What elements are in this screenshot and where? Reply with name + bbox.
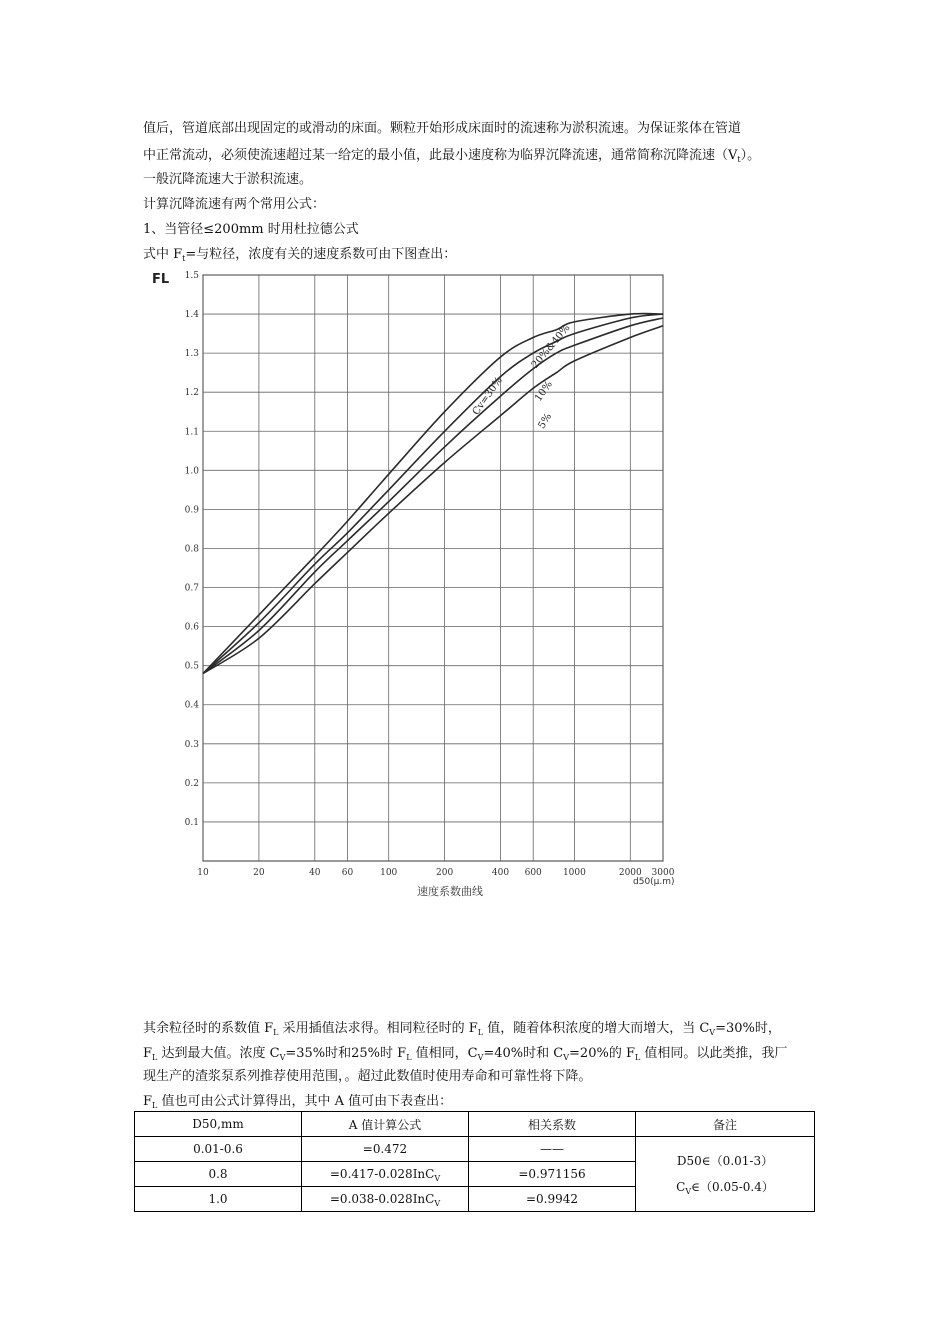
y-tick-label: 0.5 — [184, 661, 199, 672]
paragraph-line — [143, 147, 760, 165]
formula-text: =0.417-0.028InC — [329, 1167, 435, 1181]
subscript: L — [406, 1053, 412, 1062]
x-tick-label: 200 — [436, 868, 454, 878]
subscript: L — [273, 1028, 279, 1037]
text-span: 采用插值法求得。相同粒径时的 F — [278, 1021, 478, 1036]
text-span: 值，随着体积浓度的增大而增大，当 C — [483, 1021, 710, 1036]
table-cell — [302, 1187, 469, 1212]
x-tick-label: 20 — [253, 868, 265, 878]
subscript: L — [477, 1028, 484, 1037]
table-cell: 0.01-0.6 — [135, 1137, 302, 1162]
chart-grid — [203, 275, 663, 861]
y-tick-label: 0.8 — [184, 544, 199, 555]
text-span: 现生产的渣浆泵系列推荐使用范围，。超过此数值时使用寿命和可靠性将下降。 — [143, 1069, 592, 1084]
text-span: 值也可由公式计算得出，其中 A 值可由下表查出： — [157, 1094, 453, 1109]
text-span: 式中 F — [143, 247, 183, 262]
series-curve — [203, 314, 663, 673]
paragraph-line — [143, 196, 325, 214]
subscript: L — [634, 1053, 641, 1062]
table-cell: —— — [469, 1137, 636, 1162]
paragraph-line — [143, 120, 741, 138]
paragraph-line — [143, 1068, 592, 1086]
series-label: 10% — [533, 379, 555, 404]
text-span: 值后，管道底部出现固定的或滑动的床面。颗粒开始形成床面时的流速称为淤积流速。为保证浆体在管道 — [143, 121, 742, 136]
table-note-cell — [636, 1137, 815, 1212]
series-curve — [203, 314, 663, 674]
paragraph-line — [143, 1045, 787, 1063]
table-cell: 1.0 — [135, 1187, 302, 1212]
text-span: 值相同。以此类推，我厂 — [640, 1046, 788, 1061]
formula-text: =0.472 — [362, 1142, 408, 1156]
table-header: D50,mm — [135, 1112, 302, 1137]
text-span: 其余粒径时的系数值 F — [143, 1021, 274, 1036]
text-span: F — [143, 1094, 153, 1109]
series-label: 20%&40% — [529, 322, 573, 371]
subscript: V — [477, 1053, 484, 1062]
text-span: =35%时和25%时 F — [285, 1046, 407, 1061]
x-tick-label: 40 — [309, 868, 321, 878]
text-span: 值相同，C — [411, 1046, 478, 1061]
text-span: =与粒径，浓度有关的速度系数可由下图查出： — [185, 247, 457, 262]
y-tick-label: 0.4 — [184, 700, 199, 711]
y-tick-label: 0.6 — [184, 622, 199, 633]
a-value-table — [134, 1111, 815, 1212]
subscript: V — [685, 1187, 692, 1196]
table-cell: =0.9942 — [469, 1187, 636, 1212]
subscript: V — [709, 1028, 716, 1037]
note-line — [640, 1174, 810, 1200]
x-tick-label: 10 — [197, 868, 209, 878]
y-tick-label: 0.1 — [184, 817, 199, 828]
x-tick-label: 400 — [491, 868, 510, 878]
velocity-coefficient-chart — [140, 267, 685, 902]
series-curve — [203, 326, 663, 674]
subscript: V — [563, 1053, 570, 1062]
y-tick-label: 1.3 — [184, 349, 199, 360]
y-tick-label: 0.7 — [184, 583, 199, 594]
subscript: t — [182, 254, 186, 263]
formula-text: =0.038-0.028InC — [329, 1192, 435, 1206]
note-line: D50∈（0.01-3） — [676, 1154, 774, 1168]
paragraph-line — [143, 221, 359, 239]
y-tick-label: 1.2 — [184, 388, 199, 399]
y-tick-label: 1.0 — [184, 466, 199, 477]
series-label: Cv=30% — [470, 375, 505, 418]
y-tick-label: 1.4 — [184, 310, 199, 321]
paragraph-line — [143, 171, 312, 189]
plot-frame — [203, 275, 663, 861]
subscript: L — [152, 1101, 158, 1110]
y-axis-title: FL — [152, 272, 170, 287]
text-span: 计算沉降流速有两个常用公式： — [143, 197, 326, 212]
table-cell — [302, 1162, 469, 1187]
y-tick-label: 1.5 — [184, 271, 199, 281]
y-tick-label: 1.1 — [184, 427, 199, 438]
x-tick-label: 1000 — [562, 868, 586, 878]
table-header: 相关系数 — [469, 1112, 636, 1137]
subscript: V — [279, 1053, 286, 1062]
paragraph-line — [143, 1093, 452, 1111]
series-curve — [203, 318, 663, 674]
paragraph-line — [143, 246, 456, 264]
text-span: C — [676, 1180, 686, 1194]
x-tick-label: 2000 — [618, 868, 642, 878]
table-cell — [302, 1137, 469, 1162]
text-span: ）。 — [740, 148, 761, 163]
text-span: 达到最大值。浓度 C — [157, 1046, 280, 1061]
x-axis-unit: d50(μ.m) — [633, 877, 675, 887]
table-header: 备注 — [636, 1112, 815, 1137]
text-span: 1、当管径≤200mm 时用杜拉德公式 — [143, 222, 359, 237]
chart-caption: 速度系数曲线 — [417, 885, 483, 898]
subscript: V — [434, 1174, 441, 1183]
subscript: t — [737, 155, 741, 164]
x-tick-label: 600 — [524, 868, 542, 878]
text-span: =20%的 F — [569, 1046, 635, 1061]
x-tick-label: 3000 — [651, 868, 675, 878]
text-span: 一般沉降流速大于淤积流速。 — [143, 172, 313, 187]
text-span: =40%时和 C — [483, 1046, 564, 1061]
text-span: ∈（0.05-0.4） — [691, 1180, 774, 1194]
text-span: F — [143, 1046, 153, 1061]
table-header-row — [135, 1112, 815, 1137]
y-tick-label: 0.9 — [184, 505, 199, 516]
paragraph-line — [143, 1020, 781, 1038]
y-tick-label: 0.2 — [184, 778, 199, 789]
series-label: 5% — [536, 411, 555, 431]
text-span: 中正常流动，必须使流速超过某一给定的最小值，此最小速度称为临界沉降流速，通常简称沉降流速（V — [143, 148, 738, 163]
x-tick-label: 100 — [380, 868, 398, 878]
subscript: V — [434, 1199, 441, 1208]
chart-curves — [203, 314, 663, 674]
table-cell: =0.971156 — [469, 1162, 636, 1187]
x-tick-label: 60 — [341, 868, 354, 878]
text-span: =30%时， — [715, 1021, 781, 1036]
subscript: L — [152, 1053, 158, 1062]
table-row — [135, 1137, 815, 1162]
chart-labels — [185, 271, 675, 878]
table-cell: 0.8 — [135, 1162, 302, 1187]
table-header: A 值计算公式 — [302, 1112, 469, 1137]
y-tick-label: 0.3 — [184, 739, 199, 750]
